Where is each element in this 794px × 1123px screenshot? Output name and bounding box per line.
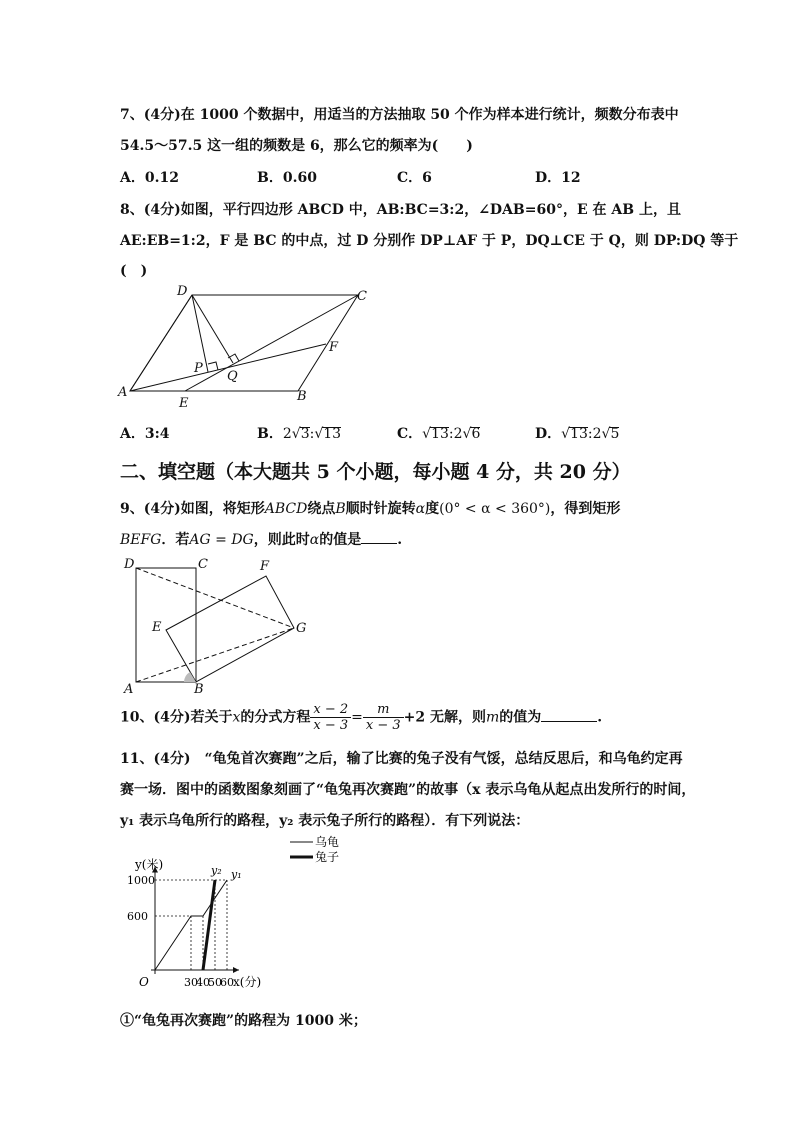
y-axis-label: y(米) (135, 857, 164, 872)
q8-line-1: 8、(4分)如图，平行四边形 ABCD 中，AB:BC=3:2，∠DAB=60°，E 在 AB 上，且 (120, 202, 681, 218)
legend-hare-label: 兔子 (315, 850, 340, 864)
rect-abcd (136, 568, 196, 682)
origin-label: O (139, 975, 149, 989)
q10-line: 10、(4分)若关于x的分式方程 $\frac{x - 2}{x - 3}$ = $\frac{m}{x - 3}$ +2 无解，则m的值为 . (120, 702, 603, 733)
q8-option-b: B．2√3:√13 (257, 426, 342, 442)
q8-option-c: C．√13:2√6 (397, 426, 481, 442)
q8-option-a: A．3:4 (120, 426, 170, 442)
label-d: D (177, 284, 188, 299)
q7-option-a: A．0.12 (120, 170, 179, 186)
q10-fraction-2: $\frac{m}{x - 3}$ (363, 702, 404, 733)
x-tick-label-60: 60 (220, 976, 234, 989)
y-tick-label-600: 600 (127, 910, 148, 923)
q7-line-2: 54.5～57.5 这一组的频数是 6，那么它的频率为( ) (120, 138, 473, 154)
series-y2-line (203, 880, 215, 970)
q7-option-b: B．0.60 (257, 170, 317, 186)
q11-line-3: y₁ 表示乌龟所行的路程，y₂ 表示兔子所行的路程）．有下列说法： (120, 813, 530, 829)
series-y2-label: y₂ (211, 864, 222, 877)
rotation-angle-mark (184, 672, 196, 682)
label-d: D (124, 557, 135, 572)
label-b: B (297, 389, 307, 404)
label-e: E (179, 396, 189, 411)
right-angle-q (228, 354, 239, 361)
q7-option-c: C．6 (397, 170, 432, 186)
q7-option-d: D．12 (535, 170, 581, 186)
q9-line-2: BEFG．若AG = DG，则此时α的值是 . (120, 532, 403, 548)
label-a: A (118, 385, 128, 400)
right-angle-p (208, 362, 218, 370)
q11-race-chart (125, 830, 365, 1000)
label-f: F (260, 559, 270, 574)
label-a: A (124, 682, 134, 697)
label-c: C (198, 557, 208, 572)
rect-befg (166, 576, 294, 682)
label-f: F (329, 340, 339, 355)
label-b: B (194, 682, 204, 697)
legend-tortoise-label: 乌龟 (315, 835, 340, 849)
q7-line-1: 7、(4分)在 1000 个数据中，用适当的方法抽取 50 个作为样本进行统计，频数分布表中 (120, 107, 679, 123)
q8-option-d: D．√13:2√5 (535, 426, 620, 442)
q9-line-1: 9、(4分)如图，将矩形ABCD绕点B顺时针旋转α度(0° < α < 360°)，得到矩形 (120, 501, 621, 517)
x-axis-arrow (233, 967, 239, 973)
segment-da (130, 295, 192, 391)
parallelogram-abcd (130, 295, 358, 391)
q9-answer-blank[interactable] (361, 543, 397, 544)
q8-line-3: ( ) (120, 263, 148, 279)
x-tick-label-30: 30 (184, 976, 198, 989)
q11-statement-1: ①“龟兔再次赛跑”的路程为 1000 米； (120, 1013, 367, 1029)
label-e: E (152, 620, 162, 635)
q9-rectangle-figure (120, 556, 320, 698)
label-c: C (357, 289, 367, 304)
x-tick-label-50: 50 (208, 976, 222, 989)
x-axis-label: x(分) (233, 975, 262, 989)
q11-line-2: 赛一场．图中的函数图象刻画了“龟兔再次赛跑”的故事（x 表示乌龟从起点出发所行的时间， (120, 782, 696, 798)
q10-fraction-1: $\frac{x - 2}{x - 3}$ (310, 702, 351, 733)
segment-dq (192, 295, 233, 363)
dashed-ag (136, 628, 294, 682)
label-p: P (194, 361, 203, 376)
series-y1-label: y₁ (231, 868, 242, 881)
dashed-dg (136, 568, 294, 628)
x-tick-label-40: 40 (196, 976, 210, 989)
q11-line-1: 11、(4分) “龟兔首次赛跑”之后，输了比赛的兔子没有气馁，总结反思后，和乌龟约定再 (120, 751, 683, 767)
label-q: Q (227, 369, 238, 384)
y-tick-label-1000: 1000 (127, 874, 155, 887)
q10-answer-blank[interactable] (541, 721, 597, 722)
q8-line-2: AE:EB=1:2，F 是 BC 的中点，过 D 分别作 DP⊥AF 于 P，DQ⊥CE 于 Q，则 DP:DQ 等于 (120, 233, 739, 249)
q8-parallelogram-figure (115, 283, 375, 413)
label-g: G (296, 621, 307, 636)
section-2-heading: 二、填空题（本大题共 5 个小题，每小题 4 分，共 20 分） (120, 461, 631, 483)
